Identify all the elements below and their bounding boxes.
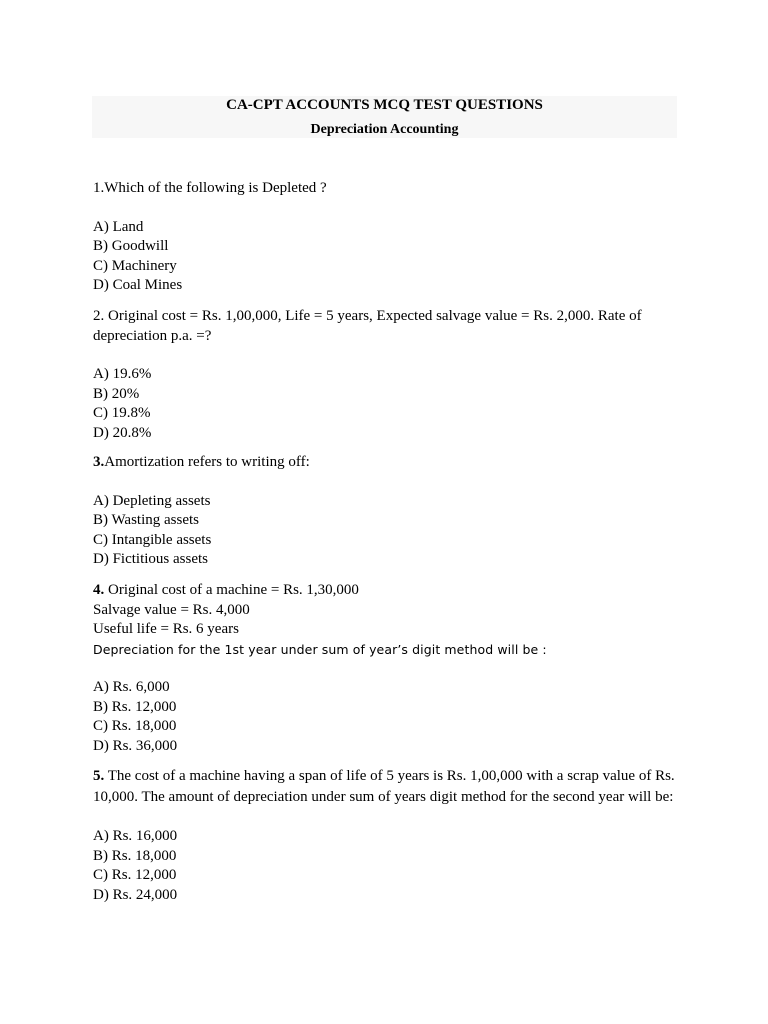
question-number: 5.: [93, 768, 105, 784]
option-b: B) Goodwill: [93, 238, 169, 254]
question-text: Amortization refers to writing off:: [104, 454, 310, 470]
question-2: [93, 306, 683, 443]
option-d: D) Fictitious assets: [93, 551, 208, 567]
option-b: B) 20%: [93, 385, 140, 402]
option-d: D) 20.8%: [93, 424, 152, 441]
option-a: A) Land: [93, 218, 144, 235]
question-4: [93, 581, 683, 756]
option-b: B) Rs. 12,000: [93, 698, 177, 715]
option-c: C) Machinery: [93, 257, 177, 274]
option-c: C) Rs. 18,000: [93, 718, 177, 734]
question-text: Which of the following is Depleted ?: [104, 180, 327, 196]
option-c: C) Intangible assets: [93, 531, 212, 548]
document-header: [92, 96, 677, 138]
option-d: D) Rs. 36,000: [93, 737, 178, 754]
option-a: A) Rs. 16,000: [93, 828, 178, 844]
question-number: 1.: [93, 180, 105, 196]
question-number: 3.: [93, 454, 105, 470]
option-c: C) 19.8%: [93, 405, 151, 421]
option-c: C) Rs. 12,000: [93, 867, 177, 883]
question-1: [93, 179, 683, 296]
option-a: A) 19.6%: [93, 366, 152, 382]
option-b: B) Rs. 18,000: [93, 847, 177, 864]
option-a: A) Depleting assets: [93, 492, 211, 509]
option-d: D) Rs. 24,000: [93, 886, 178, 903]
option-b: B) Wasting assets: [93, 512, 200, 528]
question-number: 4.: [93, 582, 105, 598]
option-d: D) Coal Mines: [93, 277, 183, 293]
question-line-3: Useful life = Rs. 6 years: [93, 621, 239, 637]
question-3: [93, 453, 683, 570]
question-line-1: Original cost of a machine = Rs. 1,30,000: [108, 582, 359, 598]
option-a: A) Rs. 6,000: [93, 679, 170, 695]
document-subtitle: Depreciation Accounting: [310, 122, 459, 137]
question-line-2: Salvage value = Rs. 4,000: [93, 601, 250, 618]
question-5: [93, 766, 683, 905]
question-text: The cost of a machine having a span of life of 5 years is Rs. 1,00,000 with a scrap value of Rs. 10,000. The amount of depreciation under sum of years digit method for the second year will be:: [93, 768, 675, 805]
question-text: Original cost = Rs. 1,00,000, Life = 5 years, Expected salvage value = Rs. 2,000. Rate of depreciation p.a. =?: [93, 308, 642, 344]
document-title: CA-CPT ACCOUNTS MCQ TEST QUESTIONS: [226, 97, 543, 113]
question-number: 2.: [93, 308, 105, 324]
question-line-4: Depreciation for the 1st year under sum of year’s digit method will be :: [93, 641, 547, 657]
